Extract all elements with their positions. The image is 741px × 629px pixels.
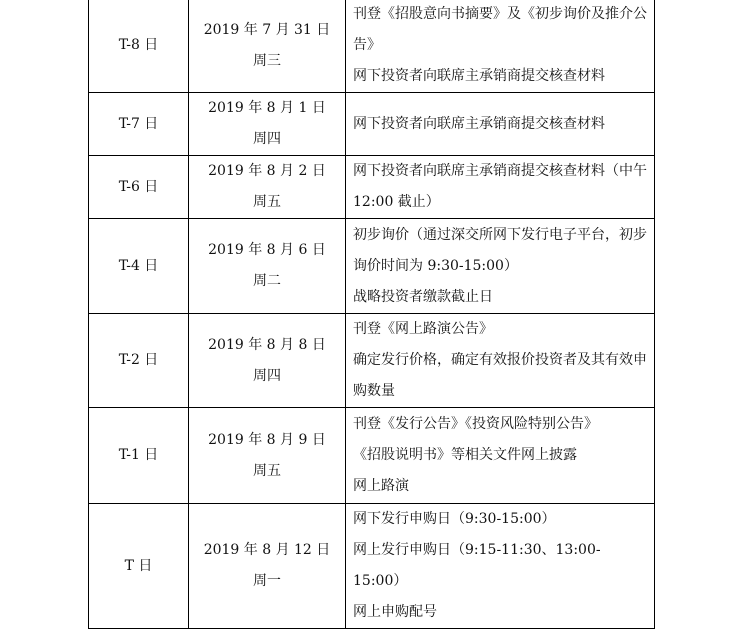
table-row (89, 408, 655, 504)
date-cell (189, 156, 346, 219)
date-text: 2019 年 8 月 2 日 (208, 163, 326, 179)
date-cell (189, 0, 346, 93)
date-text: 2019 年 8 月 8 日 (208, 336, 326, 353)
date-text: 2019 年 8 月 1 日 (208, 100, 326, 116)
table-row (89, 314, 655, 408)
date-cell (189, 408, 346, 504)
description-line: 刊登《网上路演公告》 (353, 321, 493, 337)
day-cell: T-6 日 (89, 156, 189, 219)
date-cell (189, 219, 346, 314)
description-cell (346, 93, 655, 156)
weekday-text: 周四 (253, 367, 281, 384)
date-cell (189, 504, 346, 629)
table-row (89, 156, 655, 219)
day-cell: T-4 日 (89, 219, 189, 314)
date-text: 2019 年 7 月 31 日 (203, 21, 331, 38)
weekday-text: 周一 (253, 573, 281, 589)
date-cell (189, 93, 346, 156)
table-row (89, 219, 655, 314)
description-line: 网下投资者向联席主承销商提交核查材料（中午12:00 截止） (353, 163, 647, 210)
day-cell: T 日 (89, 504, 189, 629)
issuance-schedule-table (88, 0, 655, 629)
date-text: 2019 年 8 月 9 日 (208, 431, 326, 448)
date-text: 2019 年 8 月 6 日 (208, 242, 326, 258)
description-line: 初步询价（通过深交所网下发行电子平台，初步询价时间为 9:30-15:00） (353, 226, 647, 274)
day-cell: T-1 日 (89, 408, 189, 504)
description-cell (346, 156, 655, 219)
description-line: 确定发行价格，确定有效报价投资者及其有效申购数量 (353, 352, 647, 399)
weekday-text: 周五 (253, 462, 281, 479)
description-line: 刊登《发行公告》《投资风险特别公告》 (353, 416, 598, 432)
description-line: 战略投资者缴款截止日 (353, 288, 493, 305)
description-line: 刊登《招股意向书摘要》及《初步询价及推介公告》 (353, 6, 647, 53)
weekday-text: 周三 (253, 52, 281, 69)
description-cell (346, 314, 655, 408)
weekday-text: 周二 (253, 273, 281, 289)
weekday-text: 周五 (253, 194, 281, 210)
date-cell (189, 314, 346, 408)
weekday-text: 周四 (253, 131, 281, 147)
description-line: 网上路演 (353, 478, 409, 494)
description-cell (346, 408, 655, 504)
description-cell (346, 219, 655, 314)
date-text: 2019 年 8 月 12 日 (203, 542, 331, 558)
description-cell (346, 504, 655, 629)
day-cell: T-2 日 (89, 314, 189, 408)
description-line: 网上申购配号 (353, 604, 437, 620)
description-cell (346, 0, 655, 93)
day-cell: T-7 日 (89, 93, 189, 156)
description-line: 网上发行申购日（9:15-11:30、13:00-15:00） (353, 542, 601, 589)
description-line: 《招股说明书》等相关文件网上披露 (353, 447, 577, 463)
day-cell: T-8 日 (89, 0, 189, 93)
schedule-table-container (88, 0, 655, 629)
table-row (89, 93, 655, 156)
description-line: 网下投资者向联席主承销商提交核查材料 (353, 68, 605, 84)
description-line: 网下发行申购日（9:30-15:00） (353, 511, 556, 527)
table-row (89, 0, 655, 93)
table-row (89, 504, 655, 629)
description-line: 网下投资者向联席主承销商提交核查材料 (353, 115, 605, 132)
